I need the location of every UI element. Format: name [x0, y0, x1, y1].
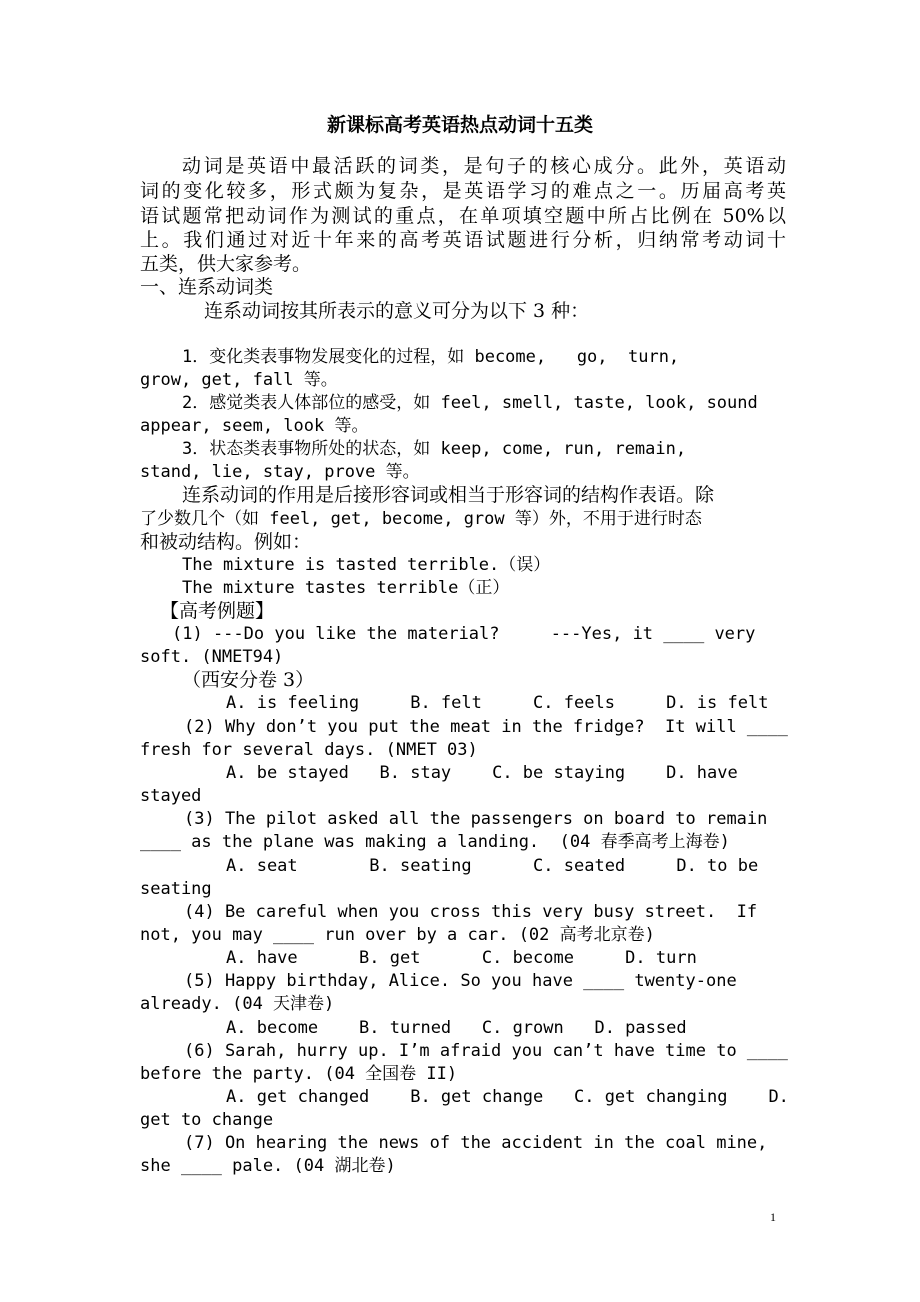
question-options: A. seat B. seating C. seated D. to be	[226, 856, 759, 876]
question-line: not, you may ____ run over by a car. (02 高考北京卷)	[140, 925, 655, 945]
question-line: ____ as the plane was making a landing. (04 春季高考上海卷)	[140, 832, 730, 852]
category-line: grow, get, fall 等。	[140, 370, 338, 390]
function-line: 和被动结构。例如：	[140, 531, 312, 553]
page-number: 1	[770, 1210, 776, 1224]
category-line: appear, seem, look 等。	[140, 416, 369, 436]
intro-line: 动词是英语中最活跃的词类，是句子的核心成分。此外，英语动	[182, 155, 786, 177]
category-line: 1．变化类表事物发展变化的过程，如 become, go, turn,	[182, 347, 680, 367]
question-options: A. be stayed B. stay C. be staying D. have	[226, 763, 738, 783]
question-line: (3) The pilot asked all the passengers on board to remain	[184, 809, 768, 829]
question-line: (1) ---Do you like the material? ---Yes, it ____ very	[172, 624, 756, 644]
question-line: she ____ pale. (04 湖北卷)	[140, 1156, 396, 1176]
question-options: stayed	[140, 786, 202, 806]
question-line: (6) Sarah, hurry up. I’m afraid you can’t have time to ____	[184, 1041, 788, 1061]
category-line: 3．状态类表事物所处的状态，如 keep, come, run, remain,	[182, 439, 687, 459]
question-options: get to change	[140, 1110, 274, 1130]
question-line: (2) Why don’t you put the meat in the fridge? It will ____	[184, 717, 788, 737]
question-line: (5) Happy birthday, Alice. So you have ____ twenty-one	[184, 971, 737, 991]
function-line: 连系动词的作用是后接形容词或相当于形容词的结构作表语。除	[182, 484, 715, 506]
question-line: （西安分卷 3）	[182, 669, 315, 691]
exam-heading: 【高考例题】	[160, 600, 275, 622]
question-line: soft. (NMET94)	[140, 647, 284, 667]
category-line: 2．感觉类表人体部位的感受，如 feel, smell, taste, look, sound	[182, 393, 758, 413]
intro-line: 语试题常把动词作为测试的重点，在单项填空题中所占比例在 50%以	[140, 205, 786, 227]
question-line: (7) On hearing the news of the accident in the coal mine,	[184, 1133, 768, 1153]
function-line: 了少数几个（如 feel, get, become, grow 等）外，不用于进行时态	[140, 509, 702, 529]
question-options: A. get changed B. get change C. get changing D.	[226, 1087, 789, 1107]
section-lead: 连系动词按其所表示的意义可分为以下 3 种：	[204, 300, 590, 322]
intro-line: 词的变化较多，形式颇为复杂，是英语学习的难点之一。历届高考英	[140, 180, 786, 202]
question-line: fresh for several days. (NMET 03)	[140, 740, 478, 760]
question-line: already. (04 天津卷)	[140, 994, 335, 1014]
category-line: stand, lie, stay, prove 等。	[140, 462, 420, 482]
question-options: A. is feeling B. felt C. feels D. is felt	[226, 693, 769, 713]
question-line: (4) Be careful when you cross this very busy street. If	[184, 902, 758, 922]
intro-line: 上。我们通过对近十年来的高考英语试题进行分析，归纳常考动词十	[140, 229, 786, 251]
document-title: 新课标高考英语热点动词十五类	[326, 114, 593, 136]
question-options: seating	[140, 879, 212, 899]
question-options: A. become B. turned C. grown D. passed	[226, 1018, 687, 1038]
question-options: A. have B. get C. become D. turn	[226, 948, 697, 968]
example-wrong: The mixture is tasted terrible.（误）	[182, 555, 551, 575]
example-right: The mixture tastes terrible（正）	[182, 578, 510, 598]
section-heading: 一、连系动词类	[140, 276, 274, 298]
question-line: before the party. (04 全国卷 II)	[140, 1064, 458, 1084]
intro-line: 五类，供大家参考。	[140, 253, 312, 275]
